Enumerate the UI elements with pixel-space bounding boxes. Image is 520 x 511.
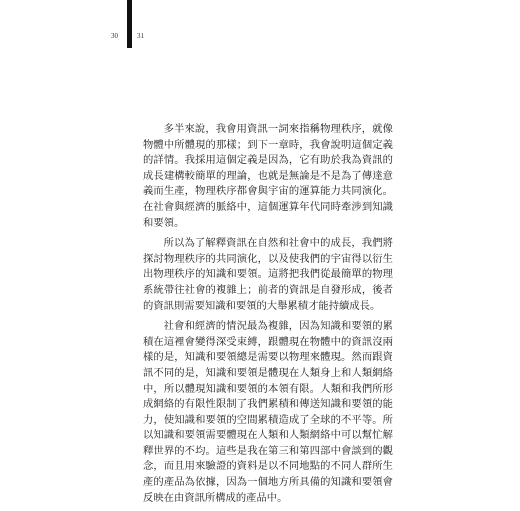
body-text: [143, 122, 393, 511]
page-number-right: 31: [137, 32, 144, 40]
paragraph: 社會和經濟的情況最為複雜，因為知識和要領的累積在這裡會變得深受束縛，跟體現在物體中的資訊沒兩樣的是，知識和要領總是需要以物理來體現。然而跟資訊不同的是，知識和要領是體現在人類身上和人類網絡中，所以體現知識和要領的本領有限。人類和我們所形成網絡的有限性限制了我們累積和傳送知識和要領的能力，使知識和要領的空間累積造成了全球的不平等。所以知識和要領需要體現在人類和人類網絡中可以幫忙解釋世界的不均。這些是我在第三和第四部中會談到的觀念，而且用來驗證的資料是以不同地點的不同人群所生產的產品為依據，因為一個地方所具備的知識和要領會反映在由資訊所構成的產品中。: [143, 320, 393, 504]
spine-bar: [127, 0, 132, 48]
page-number-left: 30: [111, 32, 118, 40]
paragraph: 多半來說，我會用資訊一詞來指稱物理秩序，就像物體中所體現的那樣；到下一章時，我會說明這個定義的詳情。我採用這個定義是因為，它有助於我為資訊的成長建構較簡單的理論，也就是無論是不是為了傳達意義而生產，物理秩序都會與宇宙的運算能力共同演化。在社會與經濟的脈絡中，這個運算年代同時牽涉到知識和要領。: [143, 123, 393, 229]
paragraph: 所以為了解釋資訊在自然和社會中的成長，我們將探討物理秩序的共同演化，以及使我們的宇宙得以衍生出物理秩序的知識和要領。這將把我們從最簡單的物理系統帶往社會的複雜上；前者的資訊是自發形成，後者的資訊則需要知識和要領的大舉累積才能持續成長。: [143, 237, 393, 312]
